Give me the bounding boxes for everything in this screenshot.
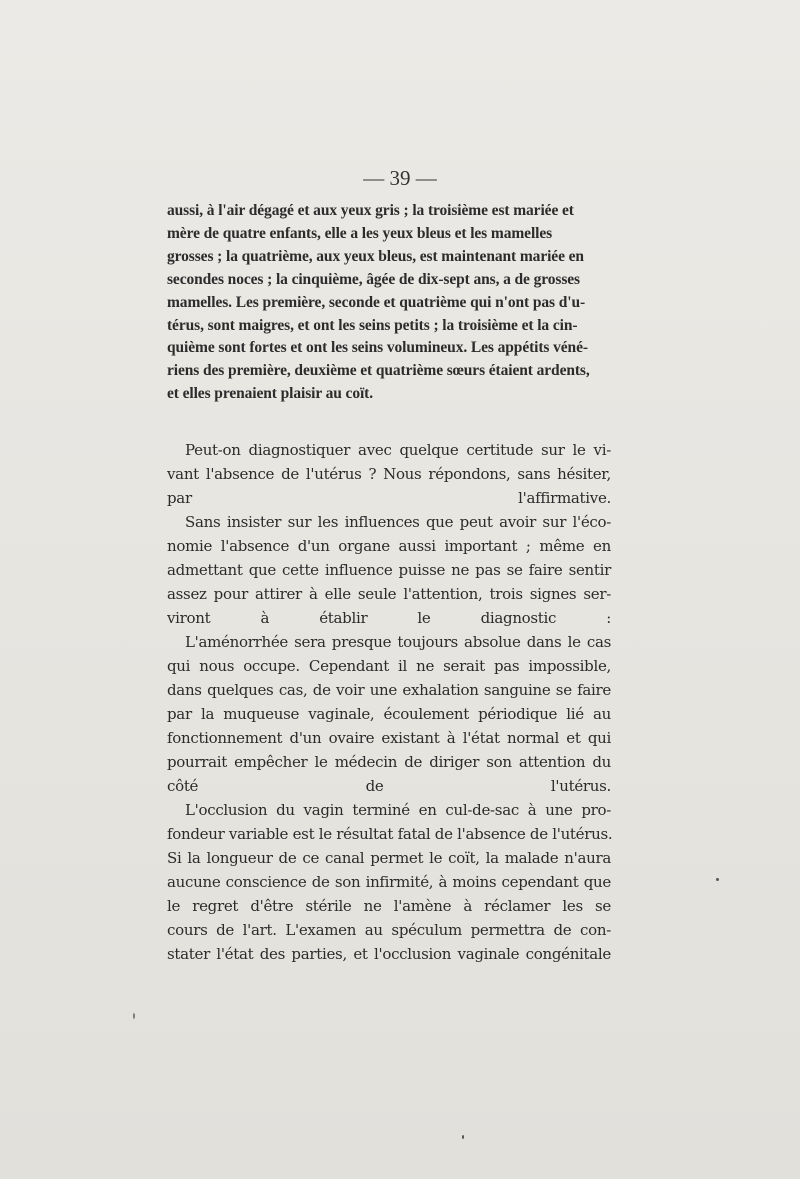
text-line: L'aménorrhée sera presque toujours absolue dans le cas [185,633,611,651]
text-line: pourrait empêcher le médecin de diriger son attention du [167,753,611,771]
text-line: mère de quatre enfants, elle a les yeux bleus et les mamelles [167,224,553,242]
page-number: — 39 — [363,166,437,190]
paragraph-2 [167,438,611,510]
text-line: admettant que cette influence puisse ne pas se faire sentir [167,561,611,579]
text-line: nomie l'absence d'un organe aussi important ; même en [167,537,611,555]
text-line: quième sont fortes et ont les seins volumineux. Les appétits véné- [167,339,588,357]
text-line: le regret d'être stérile ne l'amène à réclamer les se [167,897,611,915]
text-line: riens des première, deuxième et quatrième sœurs étaient ardents, [167,362,590,380]
text-line: grosses ; la quatrième, aux yeux bleus, est maintenant mariée en [167,247,584,265]
text-line: qui nous occupe. Cependant il ne serait pas impossible, [167,657,611,675]
text-line: stater l'état des parties, et l'occlusion vaginale congénitale [167,945,611,963]
text-line: Peut-on diagnostiquer avec quelque certitude sur le vi- [185,441,611,459]
paragraph-1 [167,200,611,406]
text-line: L'occlusion du vagin terminé en cul-de-sac à une pro- [185,801,611,819]
text-line: fonctionnement d'un ovaire existant à l'état normal et qui [167,729,611,747]
paragraph-3 [167,510,611,630]
text-line: par l'affirmative. [167,489,611,507]
paragraph-4 [167,630,611,798]
ink-speck [133,1013,135,1019]
text-line: Si la longueur de ce canal permet le coït, la malade n'aura [167,849,611,867]
text-line: Sans insister sur les influences que peut avoir sur l'éco- [185,513,611,531]
text-line: cours de l'art. L'examen au spéculum permettra de con- [167,921,611,939]
text-line: par la muqueuse vaginale, écoulement périodique lié au [167,705,611,723]
paragraph-5 [167,798,611,966]
text-line: côté de l'utérus. [167,777,611,795]
ink-speck [716,878,719,881]
text-line: secondes noces ; la cinquième, âgée de dix-sept ans, a de grosses [167,270,580,288]
ink-speck [462,1135,464,1139]
text-line: assez pour attirer à elle seule l'attention, trois signes ser- [167,585,611,603]
text-line: aussi, à l'air dégagé et aux yeux gris ; la troisième est mariée et [167,202,574,219]
text-line: dans quelques cas, de voir une exhalation sanguine se faire [167,681,611,699]
text-line: et elles prenaient plaisir au coït. [167,385,374,403]
text-line: mamelles. Les première, seconde et quatrième qui n'ont pas d'u- [167,293,586,311]
text-line: fondeur variable est le résultat fatal de l'absence de l'utérus. [167,825,613,843]
text-line: térus, sont maigres, et ont les seins petits ; la troisième et la cin- [167,316,578,334]
text-line: aucune conscience de son infirmité, à moins cependant que [167,873,611,891]
text-line: vant l'absence de l'utérus ? Nous répondons, sans hésiter, [167,465,611,483]
text-line: viront à établir le diagnostic : [167,609,611,627]
